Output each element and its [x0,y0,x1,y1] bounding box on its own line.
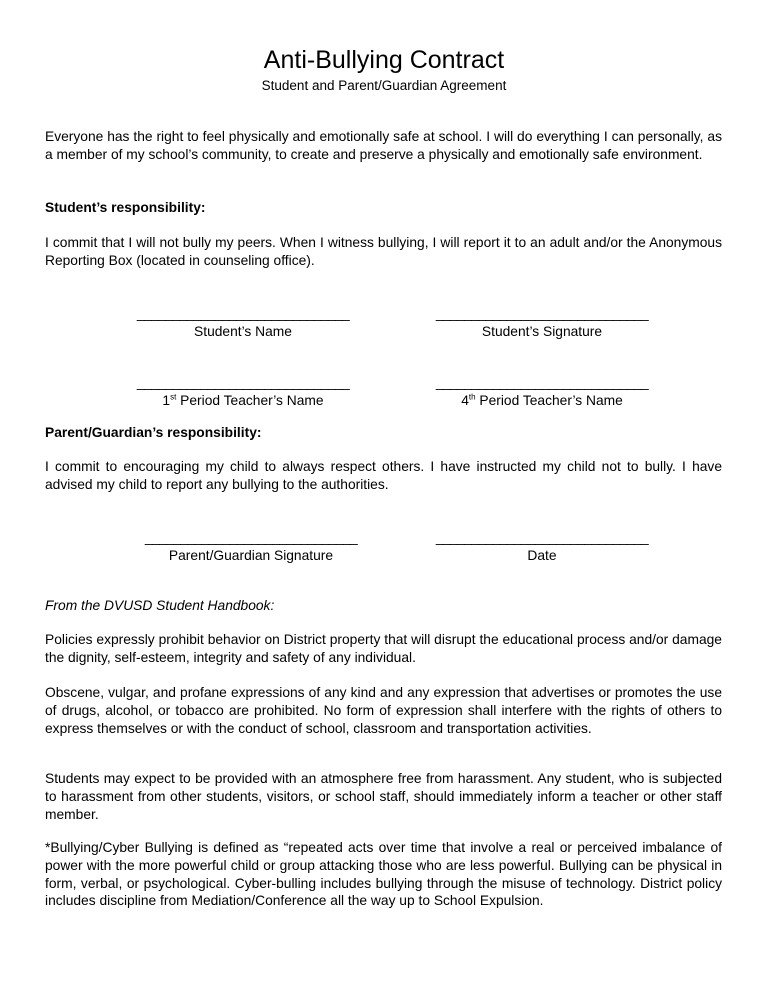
first-period-teacher-label: 1st Period Teacher’s Name [162,391,324,408]
signature-line: ______________________________ [435,375,649,390]
student-name-label: Student’s Name [194,323,292,339]
fourth-period-teacher-label: 4th Period Teacher’s Name [461,391,623,408]
student-responsibility-heading: Student’s responsibility: [45,200,206,215]
intro-paragraph: Everyone has the right to feel physically and emotionally safe at school. I will do everything I can personally, as a member of my school’s community, to create and preserve a physically and emotionally safe environment. [45,129,722,162]
parent-responsibility-heading: Parent/Guardian’s responsibility: [45,425,262,440]
student-signature-field[interactable] [428,305,656,340]
signature-line: ______________________________ [136,375,350,390]
page-subtitle: Student and Parent/Guardian Agreement [261,78,507,93]
parent-signature-field[interactable] [116,529,386,564]
handbook-paragraph-2: Obscene, vulgar, and profane expressions of any kind and any expression that advertises or promotes the use of drugs, alcohol, or tobacco are prohibited. No form of expression shall interfere with the rights of others to express themselves or with the conduct of school, classroom and transportation activities. [45,685,722,736]
date-label: Date [527,547,557,563]
page-title: Anti-Bullying Contract [263,46,505,74]
student-commitment-paragraph: I commit that I will not bully my peers. When I witness bullying, I will report it to an adult and/or the Anonymous Reporting Box (located in counseling office). [45,235,722,268]
student-signature-label: Student’s Signature [481,323,603,339]
signature-line: ______________________________ [435,306,649,321]
handbook-paragraph-4: *Bullying/Cyber Bullying is defined as “repeated acts over time that involve a real or perceived imbalance of power with the more powerful child or group attacking those who are less powerful. Bullying can be physical in form, verbal, or psychological. Cyber-bulling includes bullying through the misuse of technology. District policy includes discipline from Mediation/Conference all the way up to School Expulsion. [45,840,722,909]
signature-line: ______________________________ [435,530,649,545]
signature-line: ______________________________ [136,306,350,321]
handbook-paragraph-3: Students may expect to be provided with an atmosphere free from harassment. Any student, who is subjected to harassment from other students, visitors, or school staff, should immediately inform a teacher or other staff member. [45,771,722,822]
date-field[interactable] [432,529,652,564]
parent-commitment-paragraph: I commit to encouraging my child to always respect others. I have instructed my child not to bully. I have advised my child to report any bullying to the authorities. [45,459,722,492]
handbook-paragraph-1: Policies expressly prohibit behavior on District property that will disrupt the educational process and/or damage the dignity, self-esteem, integrity and safety of any individual. [45,632,722,665]
student-name-field[interactable] [112,305,374,340]
fourth-period-teacher-field[interactable] [428,374,656,409]
handbook-source: From the DVUSD Student Handbook: [45,598,275,613]
first-period-teacher-field[interactable] [112,374,374,409]
parent-signature-label: Parent/Guardian Signature [168,547,334,563]
signature-line: ______________________________ [144,530,358,545]
